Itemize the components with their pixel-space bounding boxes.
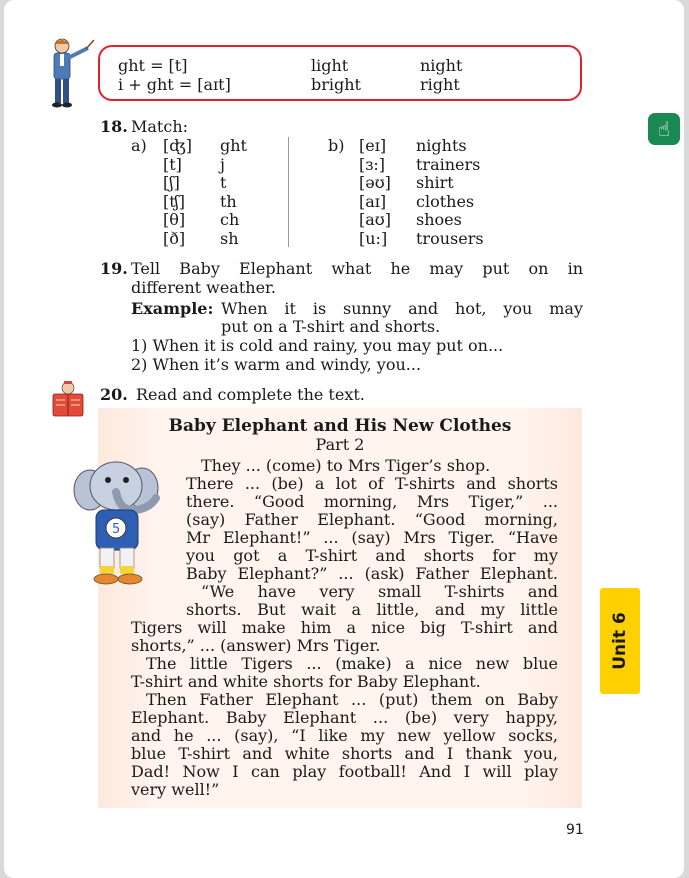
b-sound: [ɜ:] — [359, 155, 386, 174]
b-word: shirt — [416, 173, 454, 192]
story-line: The little Tigers ... (make) a nice new blue — [146, 654, 558, 673]
ex19-instruction-line1: Tell Baby Elephant what he may put on in — [131, 259, 583, 278]
a-sound: [ð] — [163, 229, 186, 248]
story-line: Baby Elephant?” ... (ask) Father Elephant. — [186, 564, 558, 583]
story-line: Tigers will make him a nice big T-shirt and — [131, 618, 558, 637]
rule-row1-word2: night — [420, 56, 463, 75]
b-word: shoes — [416, 210, 462, 229]
story-line: There ... (be) a lot of T-shirts and shorts — [186, 474, 558, 493]
rule-row2-word2: right — [420, 75, 460, 94]
baby-elephant-illustration — [72, 452, 172, 592]
story-part: Part 2 — [315, 435, 365, 454]
story-line: Then Father Elephant ... (put) them on Baby — [146, 690, 558, 709]
unit-tab[interactable] — [600, 588, 640, 694]
story-line: you got a T-shirt and shorts for my — [186, 546, 558, 565]
a-letters: sh — [220, 229, 239, 248]
story-line: (say) Father Elephant. “Good morning, — [186, 510, 558, 529]
rule-row1-word1: light — [311, 56, 349, 75]
b-word: clothes — [416, 192, 475, 211]
story-line: and he ... (say), “I like my new yellow socks, — [131, 726, 558, 745]
a-letters: th — [220, 192, 237, 211]
page-number: 91 — [566, 822, 584, 838]
reading-book-icon — [50, 380, 86, 420]
ex19-item2: 2) When it’s warm and windy, you... — [131, 355, 422, 374]
ex18-title: Match: — [131, 117, 189, 136]
b-word: nights — [416, 136, 467, 155]
ex19-example-line1: When it is sunny and hot, you may — [221, 299, 583, 318]
svg-text:5: 5 — [112, 522, 121, 537]
ex18-b-label: b) — [328, 136, 345, 155]
story-line: blue T-shirt and white shorts and I thank you, — [131, 744, 558, 763]
b-sound: [aʊ] — [359, 210, 391, 229]
ex18-divider — [288, 137, 289, 247]
a-sound: [θ] — [163, 210, 186, 229]
b-sound: [əʊ] — [359, 173, 391, 192]
story-line: very well!” — [131, 780, 220, 799]
rule-row2-pattern: i + ght = [aɪt] — [118, 75, 231, 94]
ex20-number: 20. — [100, 385, 128, 404]
story-line: shorts. But wait a little, and my little — [186, 600, 558, 619]
story-line: They ... (come) to Mrs Tiger’s shop. — [201, 456, 491, 475]
story-line: there. “Good morning, Mrs Tiger,” ... — [186, 492, 558, 511]
ex19-number: 19. — [100, 259, 128, 278]
a-sound: [ʧ] — [163, 192, 186, 211]
b-word: trousers — [416, 229, 484, 248]
story-line: Mr Elephant!” ... (say) Mrs Tiger. “Have — [186, 528, 558, 547]
story-title: Baby Elephant and His New Clothes — [168, 416, 512, 436]
a-sound: [ʃ] — [163, 173, 180, 192]
a-letters: j — [220, 155, 225, 174]
a-letters: ch — [220, 210, 240, 229]
story-line: Dad! Now I can play football! And I will play — [131, 762, 558, 781]
story-line: Elephant. Baby Elephant ... (be) very happy, — [131, 708, 558, 727]
ex20-title: Read and complete the text. — [136, 385, 365, 404]
a-sound: [ʤ] — [163, 136, 193, 155]
ex18-number: 18. — [100, 117, 128, 136]
b-word: trainers — [416, 155, 481, 174]
teacher-pointer-icon — [46, 36, 96, 110]
ex19-example-label: Example: — [131, 299, 214, 318]
a-sound: [t] — [163, 155, 182, 174]
ex19-example-line2: put on a T-shirt and shorts. — [221, 317, 441, 336]
a-letters: t — [220, 173, 227, 192]
b-sound: [eɪ] — [359, 136, 387, 155]
interactive-hand-button[interactable] — [648, 113, 680, 145]
hand-pointer-icon: ☝ — [657, 117, 671, 141]
unit-tab-label: Unit 6 — [610, 612, 630, 670]
b-sound: [aɪ] — [359, 192, 387, 211]
a-letters: ght — [220, 136, 247, 155]
story-line: T-shirt and white shorts for Baby Elephant. — [131, 672, 481, 691]
rule-row2-word1: bright — [311, 75, 361, 94]
ex18-a-label: a) — [131, 136, 147, 155]
b-sound: [u:] — [359, 229, 388, 248]
ex19-item1: 1) When it is cold and rainy, you may put on... — [131, 336, 504, 355]
story-line: “We have very small T-shirts and — [201, 582, 558, 601]
ex19-instruction-line2: different weather. — [131, 278, 277, 297]
story-line: shorts,” ... (answer) Mrs Tiger. — [131, 636, 381, 655]
rule-row1-pattern: ght = [t] — [118, 56, 188, 75]
